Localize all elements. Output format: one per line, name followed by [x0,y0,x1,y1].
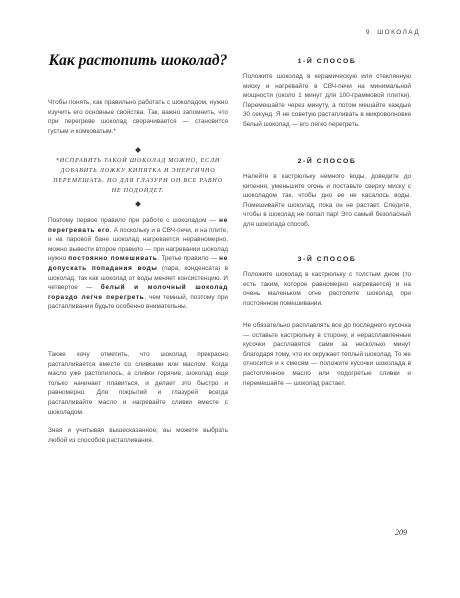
closing-paragraph: Зная и учитывая вышесказанное, вы можете выбрать любой из способов растапливания. [48,427,228,444]
rule-highlight: белый и молочный шоколад гораздо легче перегреть [48,284,228,301]
method-2-text: Налейте в кастрюльку немного воды, доведите до кипения, уменьшите огонь и поставьте сверху миску с шоколадом так, чтобы дно ее не касалось воды. Помешивайте шоколад, пока он не растает. Следите, чтобы в шоколад не попал пар! Это самый безопасный для шоколада способ. [243,173,411,228]
rule-highlight: постоянно помешивать [68,255,158,263]
cream-paragraph: Также хочу отметить, что шоколад прекрасно растапливается вместе со сливками или маслом. Когда масло уже растопилось, а сливки горячие, шоколад еще только начинает плавиться, и делает это быстро и равномерно. Для покрытий и глазурей всегда растапливайте масло и нагревайте сливки вместе с шоколадом. [48,351,228,416]
rules-text: . Третье правило — [157,255,220,263]
rules-text: , чем темный, поэтому при растапливании будьте особенно внимательны. [48,293,229,311]
rules-paragraph [48,216,228,312]
method-2-heading: 2-Й СПОСОБ [297,158,357,165]
rules-text: (пара, конденсата) в шоколад, так как шоколад от воды меняет консистенцию. И четвертое — [48,264,228,292]
page-number: 209 [395,528,407,537]
section-header: 9. ШОКОЛАД [365,29,420,36]
diamond-divider-icon [135,201,141,207]
method-1-heading: 1-Й СПОСОБ [297,58,357,65]
page-title: Как растопить шоколад? [48,52,228,69]
method-3-text: Положите шоколад в кастрюльку с толстым дном (то есть таким, которое равномерно нагревается) и на очень маленьком огне растопите шоколад при постоянном помешивании. [243,271,411,307]
rules-text: . А поскольку и в СВЧ-печи, и на плите, и на паровой бане шоколад нагревается неравномерно, можно вывести второе правило — при нагревании шоколад нужно [48,226,229,263]
diamond-divider-icon [135,147,141,153]
method-3-heading: 3-Й СПОСОБ [297,256,357,263]
rules-text: Поэтому первое правило при работе с шоколадом — [48,217,220,224]
footnote-quote: *ИСПРАВИТЬ ТАКОЙ ШОКОЛАД МОЖНО, ЕСЛИ ДОБАВИТЬ ЛОЖКУ КИПЯТКА И ЭНЕРГИЧНО ПЕРЕМЕШАТЬ. НО ДЛЯ ГЛАЗУРИ ОН ВСЕ РАВНО НЕ ПОДОЙДЕТ. [53,158,223,194]
method-1-text: Положите шоколад в керамическую или стеклянную миску и нагревайте в СВЧ-печи на минимальной мощности (около 1 минут для 100-граммовой плитки). Перемешайте через минуту, а потом мешайте каждые 30 секунд. Я не советую растапливать в микроволновке белый шоколад — его легко перегреть. [243,73,411,128]
rule-highlight: не перегревать его [48,217,228,234]
rule-highlight: не допускать попадания воды [48,255,228,272]
method-3-text-continued: Не обязательно расплавлять все до последнего кусочка — оставьте кастрюльку в сторону, и нерасплавленные кусочки расплавятся сами за несколько минут благодаря тому, что их окружает теплый шоколад. То же относится и к смесям — положите кусочки шоколада в растопленное масло или подогретые сливки и перемешайте — шоколад растает. [243,322,411,387]
intro-paragraph: Чтобы понять, как правильно работать с шоколадом, нужно изучить его основные свойства. Так, важно запомнить, что при перегреве шоколад сворачивается — становится густым и комковатым.* [48,99,228,135]
